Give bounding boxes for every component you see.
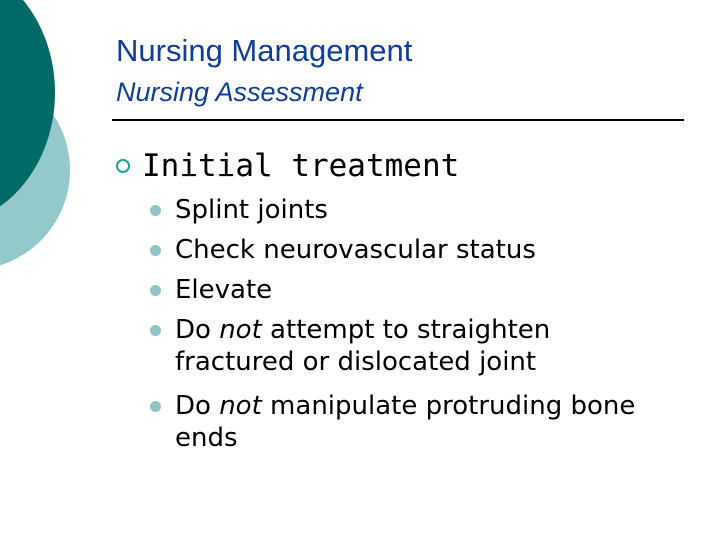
list-item	[150, 194, 328, 226]
emphasis-not: not	[219, 391, 262, 421]
decorative-circles	[0, 0, 120, 300]
title-divider	[112, 119, 684, 121]
list-item-text: Do not manipulate protruding bone ends	[175, 391, 636, 453]
hollow-circle-bullet-icon	[116, 159, 130, 173]
slide-title: Nursing Management	[116, 33, 413, 68]
emphasis-not: not	[219, 315, 262, 345]
list-item	[150, 314, 600, 378]
list-item	[150, 274, 272, 306]
dot-bullet-icon	[150, 205, 161, 216]
dot-bullet-icon	[150, 285, 161, 296]
dot-bullet-icon	[150, 325, 161, 336]
dot-bullet-icon	[150, 401, 161, 412]
list-item	[150, 234, 536, 266]
list-item-text: Check neurovascular status	[175, 235, 536, 265]
list-item	[150, 390, 690, 454]
slide-subtitle: Nursing Assessment	[116, 77, 363, 107]
level1-text: Initial treatment	[142, 148, 460, 184]
list-item-text: Elevate	[175, 275, 273, 305]
dot-bullet-icon	[150, 245, 161, 256]
level1-bullet-item	[116, 148, 459, 184]
list-item-text: Do not attempt to straighten fractured or dislocated joint	[175, 315, 551, 377]
list-item-text: Splint joints	[175, 195, 328, 225]
